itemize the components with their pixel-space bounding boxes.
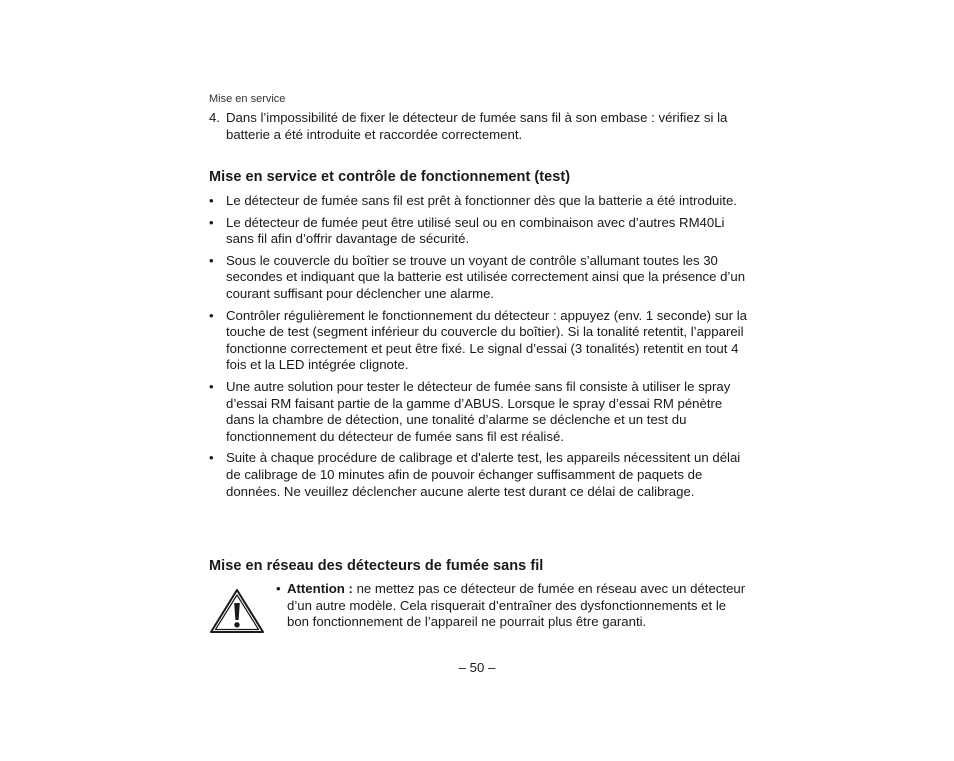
bullet-dot: • — [209, 307, 214, 323]
bullet-dot: • — [209, 193, 214, 208]
warning-triangle-icon — [209, 588, 265, 634]
step-text: Dans l’impossibilité de fixer le détecteur de fumée sans fil à son embase : vérifiez si la batterie a été introduite et raccordée correctement. — [226, 110, 728, 142]
list-item-text: Le détecteur de fumée sans fil est prêt à fonctionner dès que la batterie a été introduite. — [226, 193, 737, 208]
attention-body — [287, 581, 751, 631]
section-label: Mise en service — [209, 93, 286, 105]
attention-text: ne mettez pas ce détecteur de fumée en réseau avec un détecteur d’un autre modèle. Cela risquerait d’entraîner des dysfonctionnements et le bon fonctionnement de l’appareil ne pourrait plus être garanti. — [287, 581, 746, 630]
list-item-text: Suite à chaque procédure de calibrage et d'alerte test, les appareils nécessitent un délai de calibrage de 10 minutes afin de pouvoir échanger suffisamment de paquets de données. Ne veuillez déclencher aucune alerte test durant ce délai de calibrage. — [226, 450, 741, 499]
step-number: 4. — [209, 110, 220, 125]
bullet-dot: • — [209, 252, 214, 268]
list-item — [209, 379, 754, 445]
list-item — [209, 308, 754, 374]
bullet-dot: • — [209, 378, 214, 394]
heading-network: Mise en réseau des détecteurs de fumée sans fil — [209, 558, 544, 574]
bullet-dot: • — [209, 450, 214, 466]
list-item — [209, 450, 754, 500]
page-number: – 50 – — [458, 660, 496, 675]
list-item-text: Le détecteur de fumée peut être utilisé seul ou en combinaison avec d’autres RM40Li sans fil afin d’offrir davantage de sécurité. — [226, 214, 725, 247]
bullet-dot: • — [276, 581, 281, 596]
list-item-text: Sous le couvercle du boîtier se trouve un voyant de contrôle s’allumant toutes les 30 secondes et indiquant que la batterie est utilisée correctement ainsi que la présence d’un courant suffisant pour déclencher une alarme. — [226, 252, 746, 301]
list-item — [209, 193, 754, 210]
step-4 — [209, 110, 749, 143]
list-item — [209, 253, 754, 303]
attention-note — [276, 581, 751, 631]
heading-test: Mise en service et contrôle de fonctionnement (test) — [209, 169, 571, 185]
list-item — [209, 215, 754, 248]
list-item-text: Une autre solution pour tester le détecteur de fumée sans fil consiste à utiliser le spray d’essai RM faisant partie de la gamme d’ABUS. Lorsque le spray d’essai RM pénètre dans la chambre de détection, une tonalité d’alarme se déclenche et un test du fonctionnement du détecteur de fumée sans fil est réalisé. — [226, 378, 731, 444]
list-item-text: Contrôler régulièrement le fonctionnement du détecteur : appuyez (env. 1 seconde) sur la touche de test (segment inférieur du couvercle du boîtier). Si la tonalité retentit, l’appareil fonctionne correctement et peut être fixé. Le signal d’essai (3 tonalités) retentit en tout 4 fois et la LED intégrée clignote. — [226, 307, 747, 373]
attention-label: Attention : — [287, 581, 353, 596]
bullet-dot: • — [209, 214, 214, 230]
test-bullet-list — [209, 193, 754, 505]
